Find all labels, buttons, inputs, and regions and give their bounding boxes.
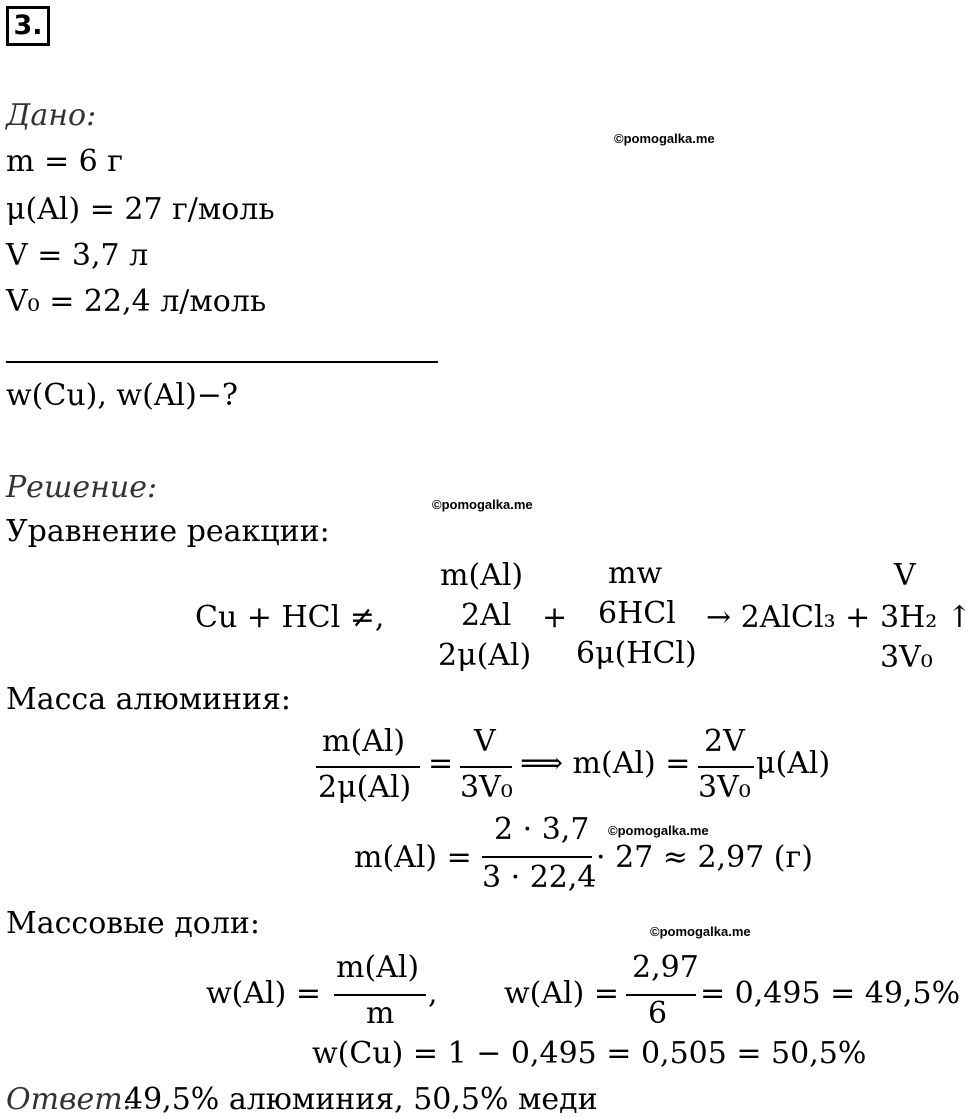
answer-text: 49,5% алюминия, 50,5% меди — [124, 1082, 598, 1117]
given-volume: V = 3,7 л — [6, 238, 149, 273]
wcu-equation: w(Cu) = 1 − 0,495 = 0,505 = 50,5% — [312, 1036, 867, 1071]
fractions-label: Массовые доли: — [6, 906, 261, 941]
eq1-num3: 2V — [704, 724, 745, 759]
eq1-fraction-bar-2 — [460, 766, 512, 768]
find-line: w(Cu), w(Al)−? — [6, 378, 239, 413]
eq2-den: 3 · 22,4 — [482, 860, 597, 895]
wal-num: m(Al) — [336, 950, 420, 985]
reaction-left: Cu + HCl ≠, — [195, 600, 385, 635]
watermark-1: ©pomogalka.me — [614, 131, 715, 146]
reaction-al-top: m(Al) — [440, 558, 524, 593]
wal-lhs: w(Al) = — [206, 976, 322, 1011]
reaction-hcl-top: mw — [608, 556, 663, 591]
problem-number: 3. — [6, 6, 50, 46]
wal-rhs-2: = 0,495 = 49,5% — [700, 976, 961, 1011]
reaction-label: Уравнение реакции: — [6, 514, 330, 549]
eq2-rhs: · 27 ≈ 2,97 (г) — [596, 840, 813, 875]
reaction-h2-bot: 3V₀ — [880, 640, 933, 675]
reaction-product: → 2AlCl₃ + — [706, 600, 871, 635]
given-divider — [6, 361, 438, 363]
eq2-lhs: m(Al) = — [354, 840, 472, 875]
answer-label: Ответ: — [6, 1082, 133, 1117]
wal-lhs-2: w(Al) = — [504, 976, 620, 1011]
wal-comma: , — [428, 976, 438, 1011]
reaction-h2-top: V — [894, 558, 916, 593]
eq1-den3: 3V₀ — [698, 770, 751, 805]
given-heading: Дано: — [6, 98, 97, 133]
reaction-hcl-bot: 6μ(HCl) — [576, 636, 697, 671]
reaction-plus: + — [542, 600, 568, 635]
reaction-al-mid: 2Al — [461, 598, 512, 633]
wal-den-2: 6 — [648, 996, 668, 1031]
eq1-den1: 2μ(Al) — [318, 770, 412, 805]
eq1-den2: 3V₀ — [460, 770, 513, 805]
watermark-4: ©pomogalka.me — [650, 924, 751, 939]
watermark-3: ©pomogalka.me — [608, 823, 709, 838]
wal-num-2: 2,97 — [632, 950, 699, 985]
eq1-equals: = — [428, 746, 454, 781]
given-molar-volume: V₀ = 22,4 л/моль — [6, 284, 267, 319]
wal-den: m — [366, 996, 395, 1031]
eq1-tail: μ(Al) — [756, 746, 831, 781]
eq1-implies: ⟹ m(Al) = — [520, 746, 691, 781]
given-mass: m = 6 г — [6, 144, 123, 179]
eq1-fraction-bar-1 — [316, 766, 420, 768]
solution-heading: Решение: — [6, 470, 158, 505]
eq1-num2: V — [474, 724, 496, 759]
mass-label: Масса алюминия: — [6, 682, 292, 717]
reaction-al-bot: 2μ(Al) — [438, 638, 532, 673]
eq2-fraction-bar — [482, 856, 592, 858]
reaction-h2-mid: 3H₂ ↑ — [880, 600, 972, 635]
eq2-num: 2 · 3,7 — [494, 812, 590, 847]
reaction-hcl-mid: 6HCl — [598, 596, 676, 631]
eq1-num1: m(Al) — [322, 724, 406, 759]
eq1-fraction-bar-3 — [698, 766, 754, 768]
given-molar-mass: μ(Al) = 27 г/моль — [6, 192, 275, 227]
watermark-2: ©pomogalka.me — [432, 497, 533, 512]
